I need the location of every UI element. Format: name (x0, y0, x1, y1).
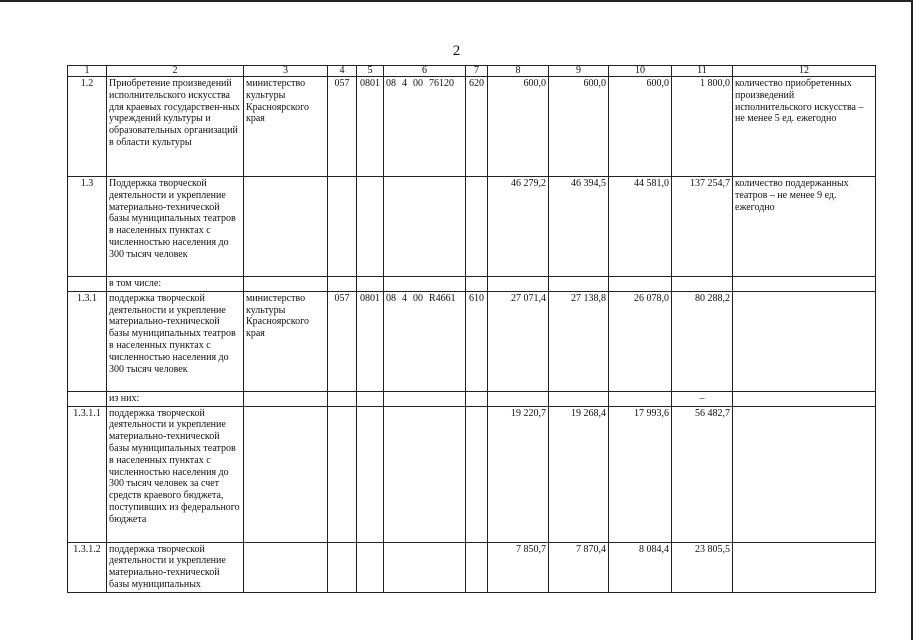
vr-code: 610 (466, 291, 488, 391)
year2-value: 27 138,8 (549, 291, 609, 391)
year2-value: 600,0 (549, 77, 609, 177)
executor (244, 406, 328, 542)
col-header: 1 (68, 66, 107, 77)
year2-value: 19 268,4 (549, 406, 609, 542)
col-header: 7 (466, 66, 488, 77)
table-row (68, 406, 876, 542)
row-number: 1.3.1.1 (68, 406, 107, 542)
csr-part: 4 (402, 292, 407, 304)
csr-part: 4 (402, 78, 407, 89)
csr-part: 08 (386, 78, 396, 89)
table-row (68, 77, 876, 177)
table-row (68, 291, 876, 391)
table-row (68, 542, 876, 592)
expected-result: количество поддержанных театров – не менее 9 ед. ежегодно (733, 177, 876, 277)
grbs-code: 057 (328, 77, 357, 177)
row-number: 1.3 (68, 177, 107, 277)
year1-value: 600,0 (488, 77, 549, 177)
csr-code (384, 77, 466, 177)
csr-code (384, 406, 466, 542)
col-header: 11 (672, 66, 733, 77)
csr-code (384, 542, 466, 592)
executor: министерство культуры Красноярского края (244, 77, 328, 177)
page-border-top (0, 0, 913, 2)
rzpr-code (357, 542, 384, 592)
total-value: 1 800,0 (672, 77, 733, 177)
executor: министерство культуры Красноярского края (244, 291, 328, 391)
csr-code (384, 177, 466, 277)
activity-name: Приобретение произведений исполнительского искусства для краевых государствен-ных учреждений культуры и образовательных организаций в области культуры (107, 77, 244, 177)
year3-value: 26 078,0 (609, 291, 672, 391)
csr-part: 08 (386, 292, 396, 304)
col-header: 9 (549, 66, 609, 77)
row-number: 1.2 (68, 77, 107, 177)
year3-value: 600,0 (609, 77, 672, 177)
year2-value: 7 870,4 (549, 542, 609, 592)
year3-value: 17 993,6 (609, 406, 672, 542)
activity-name: Поддержка творческой деятельности и укрепление материально-технической базы муниципальных театров в населенных пунктах с численностью населения до 300 тысяч человек (107, 177, 244, 277)
col-header: 8 (488, 66, 549, 77)
year1-value: 7 850,7 (488, 542, 549, 592)
grbs-code (328, 177, 357, 277)
table-row (68, 177, 876, 277)
csr-part: 00 (413, 78, 423, 89)
vr-code (466, 406, 488, 542)
expected-result (733, 406, 876, 542)
year1-value: 46 279,2 (488, 177, 549, 277)
rzpr-code: 0801 (357, 291, 384, 391)
csr-part: R4661 (429, 292, 456, 304)
year2-value: 46 394,5 (549, 177, 609, 277)
col-header: 12 (733, 66, 876, 77)
subgroup-label: в том числе: (107, 277, 244, 292)
col-header: 2 (107, 66, 244, 77)
total-value: 137 254,7 (672, 177, 733, 277)
total-value: 56 482,7 (672, 406, 733, 542)
year1-value: 19 220,7 (488, 406, 549, 542)
program-activities-table (67, 65, 876, 593)
year3-value: 8 084,4 (609, 542, 672, 592)
page-number: 2 (452, 43, 461, 59)
expected-result (733, 291, 876, 391)
expected-result: количество приобретенных произведений исполнительского искусства – не менее 5 ед. ежегодно (733, 77, 876, 177)
table-row (68, 277, 876, 292)
row-number: 1.3.1.2 (68, 542, 107, 592)
csr-part: 76120 (429, 78, 454, 89)
activity-name: поддержка творческой деятельности и укрепление материально-технической базы муниципальных (107, 542, 244, 592)
total-value: – (672, 391, 733, 406)
col-header: 10 (609, 66, 672, 77)
grbs-code: 057 (328, 291, 357, 391)
expected-result (733, 542, 876, 592)
year3-value: 44 581,0 (609, 177, 672, 277)
rzpr-code: 0801 (357, 77, 384, 177)
total-value: 80 288,2 (672, 291, 733, 391)
row-number: 1.3.1 (68, 291, 107, 391)
col-header: 4 (328, 66, 357, 77)
total-value: 23 805,5 (672, 542, 733, 592)
executor (244, 177, 328, 277)
csr-part: 00 (413, 292, 423, 304)
activity-name: поддержка творческой деятельности и укрепление материально-технической базы муниципальных театров в населенных пунктах с численностью населения до 300 тысяч человек (107, 291, 244, 391)
col-header: 3 (244, 66, 328, 77)
col-header: 5 (357, 66, 384, 77)
header-row (68, 66, 876, 77)
col-header: 6 (384, 66, 466, 77)
grbs-code (328, 542, 357, 592)
rzpr-code (357, 177, 384, 277)
activity-name: поддержка творческой деятельности и укрепление материально-технической базы муниципальных театров в населенных пунктах с численностью населения до 300 тысяч человек за счет средств краевого бюджета, поступивших из федерального бюджета (107, 406, 244, 542)
subgroup-label: из них: (107, 391, 244, 406)
table-row (68, 391, 876, 406)
grbs-code (328, 406, 357, 542)
csr-code (384, 291, 466, 391)
rzpr-code (357, 406, 384, 542)
executor (244, 542, 328, 592)
vr-code: 620 (466, 77, 488, 177)
year1-value: 27 071,4 (488, 291, 549, 391)
vr-code (466, 177, 488, 277)
vr-code (466, 542, 488, 592)
